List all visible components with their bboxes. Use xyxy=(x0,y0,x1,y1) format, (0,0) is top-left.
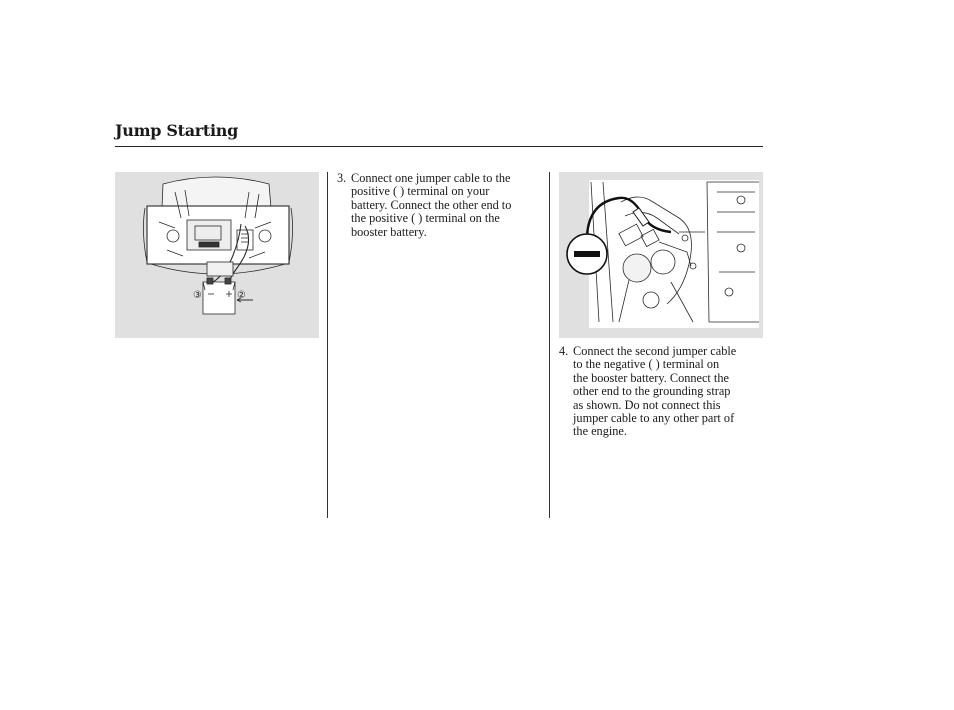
page-title: Jump Starting xyxy=(115,121,239,140)
title-divider xyxy=(115,146,763,147)
callout-3: ③ xyxy=(193,290,202,301)
grounding-strap-illustration xyxy=(559,172,763,338)
grounding-strap-drawing xyxy=(559,172,763,338)
step-3-text: Connect one jumper cable to the positive ( ) terminal on your battery. Connect the other end to the positive ( ) terminal on the booster battery. xyxy=(351,171,512,239)
engine-bay-drawing xyxy=(115,172,319,338)
column-divider-2 xyxy=(549,172,550,518)
column-divider-1 xyxy=(327,172,328,518)
step-4 xyxy=(559,345,763,445)
step-3-number: 3. xyxy=(337,171,347,185)
callout-2: ② xyxy=(237,290,246,301)
engine-bay-illustration xyxy=(115,172,319,338)
step-4-text: Connect the second jumper cable to the negative ( ) terminal on the booster battery. Connect the other end to the grounding strap as shown. Do not connect this jumper cable to any other part of the engine. xyxy=(573,344,737,439)
step-3 xyxy=(337,172,542,252)
step-4-number: 4. xyxy=(559,344,569,358)
